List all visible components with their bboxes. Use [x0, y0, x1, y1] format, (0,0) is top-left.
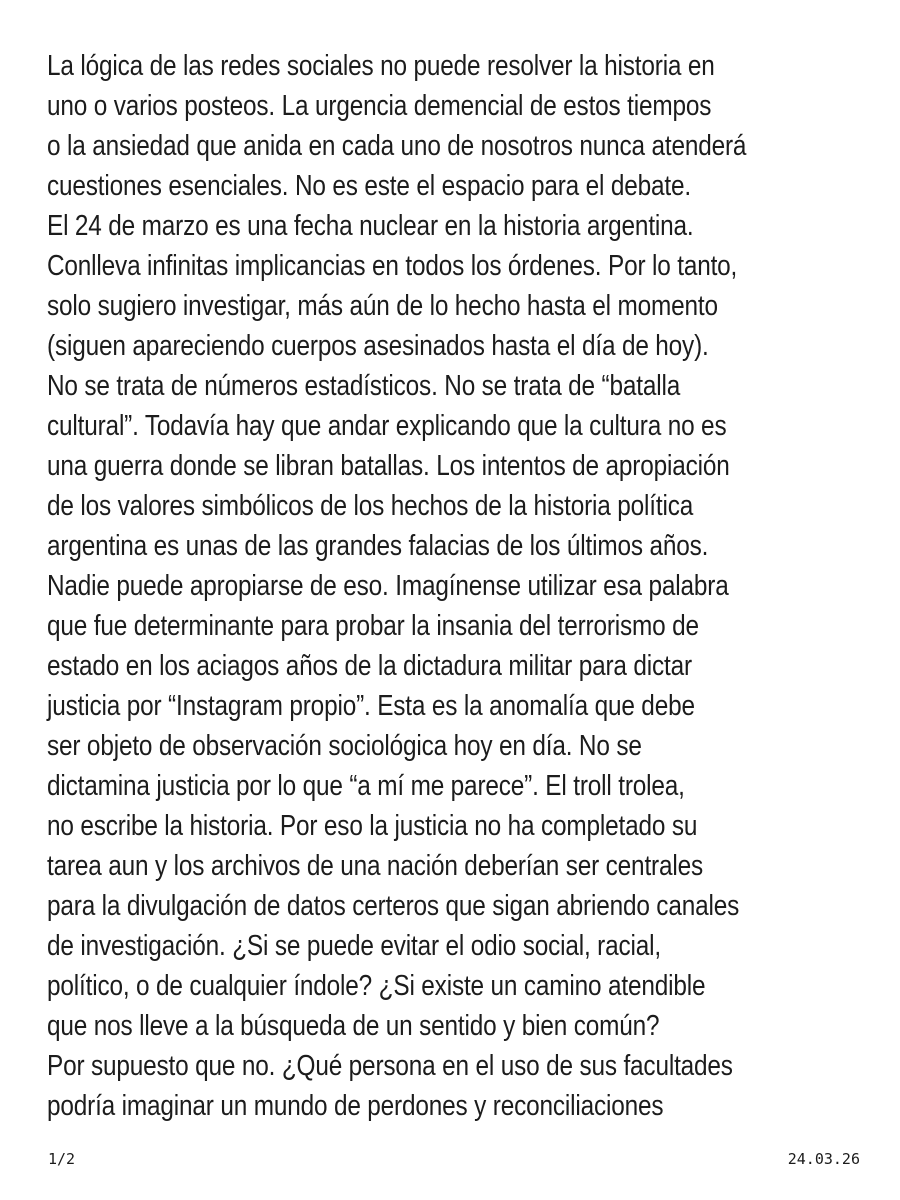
text-line: para la divulgación de datos certeros que sigan abriendo canales: [47, 890, 740, 922]
text-line: Conlleva infinitas implicancias en todos los órdenes. Por lo tanto,: [47, 250, 738, 282]
text-line: argentina es unas de las grandes falacias de los últimos años.: [47, 530, 709, 562]
text-line: político, o de cualquier índole? ¿Si existe un camino atendible: [47, 970, 706, 1002]
text-line: que fue determinante para probar la insania del terrorismo de: [47, 610, 699, 642]
text-line: justicia por “Instagram propio”. Esta es la anomalía que debe: [47, 690, 695, 722]
text-line: solo sugiero investigar, más aún de lo hecho hasta el momento: [47, 290, 718, 322]
text-line: uno o varios posteos. La urgencia demencial de estos tiempos: [47, 90, 712, 122]
text-line: que nos lleve a la búsqueda de un sentido y bien común?: [47, 1010, 660, 1042]
text-line: o la ansiedad que anida en cada uno de nosotros nunca atenderá: [47, 130, 747, 162]
text-line: El 24 de marzo es una fecha nuclear en la historia argentina.: [47, 210, 694, 242]
text-line: una guerra donde se libran batallas. Los intentos de apropiación: [47, 450, 730, 482]
text-line: no escribe la historia. Por eso la justicia no ha completado su: [47, 810, 698, 842]
text-line: de investigación. ¿Si se puede evitar el odio social, racial,: [47, 930, 661, 962]
text-line: La lógica de las redes sociales no puede resolver la historia en: [47, 50, 715, 82]
text-line: de los valores simbólicos de los hechos de la historia política: [47, 490, 694, 522]
text-line: Nadie puede apropiarse de eso. Imagínense utilizar esa palabra: [47, 570, 729, 602]
text-line: cuestiones esenciales. No es este el espacio para el debate.: [47, 170, 691, 202]
text-line: podría imaginar un mundo de perdones y reconciliaciones: [47, 1090, 664, 1122]
text-line: No se trata de números estadísticos. No se trata de “batalla: [47, 370, 681, 402]
text-line: cultural”. Todavía hay que andar explicando que la cultura no es: [47, 410, 727, 442]
text-line: (siguen apareciendo cuerpos asesinados hasta el día de hoy).: [47, 330, 709, 362]
body-text: [47, 46, 877, 1126]
text-line: tarea aun y los archivos de una nación deberían ser centrales: [47, 850, 704, 882]
text-line: estado en los aciagos años de la dictadura militar para dictar: [47, 650, 692, 682]
text-line: dictamina justicia por lo que “a mí me parece”. El troll trolea,: [47, 770, 685, 802]
page-number: 1/2: [48, 1150, 76, 1168]
text-line: Por supuesto que no. ¿Qué persona en el uso de sus facultades: [47, 1050, 733, 1082]
text-line: ser objeto de observación sociológica hoy en día. No se: [47, 730, 642, 762]
footer-date: 24.03.26: [787, 1150, 860, 1168]
